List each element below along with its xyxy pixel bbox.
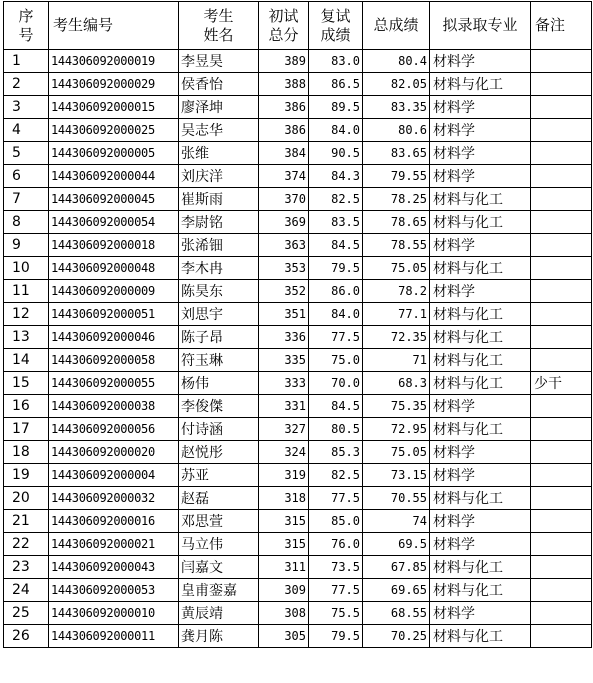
- cell-index: 4: [4, 119, 49, 142]
- cell-remark: [531, 579, 592, 602]
- cell-prelim: 336: [259, 326, 309, 349]
- cell-retest: 89.5: [309, 96, 363, 119]
- cell-retest: 77.5: [309, 579, 363, 602]
- cell-prelim: 386: [259, 119, 309, 142]
- cell-retest: 76.0: [309, 533, 363, 556]
- cell-prelim: 370: [259, 188, 309, 211]
- cell-prelim: 351: [259, 303, 309, 326]
- table-header: [4, 2, 592, 50]
- cell-remark: [531, 257, 592, 280]
- cell-name: 张维: [179, 142, 259, 165]
- cell-exam-id: 144306092000043: [49, 556, 179, 579]
- cell-remark: [531, 464, 592, 487]
- cell-exam-id: 144306092000025: [49, 119, 179, 142]
- cell-total: 79.55: [363, 165, 430, 188]
- cell-major: 材料与化工: [430, 625, 531, 648]
- table-row: [4, 464, 592, 487]
- cell-index: 1: [4, 50, 49, 73]
- cell-remark: [531, 165, 592, 188]
- cell-name: 李昱昊: [179, 50, 259, 73]
- cell-major: 材料与化工: [430, 556, 531, 579]
- cell-remark: [531, 234, 592, 257]
- cell-major: 材料与化工: [430, 73, 531, 96]
- cell-name: 廖泽坤: [179, 96, 259, 119]
- cell-remark: [531, 441, 592, 464]
- cell-retest: 85.3: [309, 441, 363, 464]
- cell-name: 李尉铭: [179, 211, 259, 234]
- cell-index: 23: [4, 556, 49, 579]
- cell-prelim: 327: [259, 418, 309, 441]
- cell-major: 材料与化工: [430, 487, 531, 510]
- table-row: [4, 119, 592, 142]
- cell-exam-id: 144306092000051: [49, 303, 179, 326]
- cell-total: 71: [363, 349, 430, 372]
- cell-exam-id: 144306092000005: [49, 142, 179, 165]
- table-row: [4, 280, 592, 303]
- cell-exam-id: 144306092000021: [49, 533, 179, 556]
- cell-remark: [531, 188, 592, 211]
- cell-total: 72.35: [363, 326, 430, 349]
- cell-exam-id: 144306092000056: [49, 418, 179, 441]
- cell-major: 材料学: [430, 50, 531, 73]
- cell-index: 22: [4, 533, 49, 556]
- cell-total: 78.65: [363, 211, 430, 234]
- cell-remark: [531, 50, 592, 73]
- cell-major: 材料学: [430, 510, 531, 533]
- table-row: [4, 487, 592, 510]
- cell-index: 2: [4, 73, 49, 96]
- cell-exam-id: 144306092000032: [49, 487, 179, 510]
- table-row: [4, 50, 592, 73]
- cell-total: 68.55: [363, 602, 430, 625]
- cell-name: 刘思宇: [179, 303, 259, 326]
- header-index: 序号: [4, 2, 49, 50]
- cell-name: 杨伟: [179, 372, 259, 395]
- cell-remark: [531, 487, 592, 510]
- cell-name: 陈子昂: [179, 326, 259, 349]
- cell-name: 皇甫銮嘉: [179, 579, 259, 602]
- cell-retest: 82.5: [309, 464, 363, 487]
- cell-prelim: 311: [259, 556, 309, 579]
- cell-name: 吴志华: [179, 119, 259, 142]
- table-row: [4, 602, 592, 625]
- cell-retest: 77.5: [309, 326, 363, 349]
- cell-prelim: 309: [259, 579, 309, 602]
- cell-exam-id: 144306092000004: [49, 464, 179, 487]
- table-row: [4, 533, 592, 556]
- header-exam-id: 考生编号: [49, 2, 179, 50]
- cell-retest: 83.0: [309, 50, 363, 73]
- cell-total: 69.65: [363, 579, 430, 602]
- cell-total: 77.1: [363, 303, 430, 326]
- cell-index: 20: [4, 487, 49, 510]
- cell-total: 75.05: [363, 257, 430, 280]
- cell-total: 73.15: [363, 464, 430, 487]
- cell-name: 刘庆洋: [179, 165, 259, 188]
- table-row: [4, 395, 592, 418]
- cell-major: 材料与化工: [430, 579, 531, 602]
- table-row: [4, 372, 592, 395]
- cell-total: 78.2: [363, 280, 430, 303]
- cell-exam-id: 144306092000018: [49, 234, 179, 257]
- cell-index: 13: [4, 326, 49, 349]
- cell-total: 82.05: [363, 73, 430, 96]
- cell-prelim: 319: [259, 464, 309, 487]
- cell-remark: [531, 395, 592, 418]
- table-row: [4, 165, 592, 188]
- table-row: [4, 579, 592, 602]
- cell-major: 材料学: [430, 234, 531, 257]
- cell-prelim: 386: [259, 96, 309, 119]
- cell-exam-id: 144306092000044: [49, 165, 179, 188]
- cell-name: 邓思萱: [179, 510, 259, 533]
- cell-remark: [531, 602, 592, 625]
- cell-remark: [531, 119, 592, 142]
- cell-total: 69.5: [363, 533, 430, 556]
- cell-exam-id: 144306092000054: [49, 211, 179, 234]
- cell-index: 18: [4, 441, 49, 464]
- cell-remark: [531, 211, 592, 234]
- table-row: [4, 73, 592, 96]
- cell-index: 3: [4, 96, 49, 119]
- cell-remark: [531, 556, 592, 579]
- cell-retest: 85.0: [309, 510, 363, 533]
- cell-exam-id: 144306092000016: [49, 510, 179, 533]
- cell-major: 材料学: [430, 165, 531, 188]
- cell-exam-id: 144306092000046: [49, 326, 179, 349]
- cell-total: 78.25: [363, 188, 430, 211]
- cell-index: 6: [4, 165, 49, 188]
- cell-index: 25: [4, 602, 49, 625]
- cell-name: 侯香怡: [179, 73, 259, 96]
- cell-major: 材料学: [430, 602, 531, 625]
- cell-major: 材料学: [430, 142, 531, 165]
- cell-exam-id: 144306092000045: [49, 188, 179, 211]
- cell-remark: [531, 625, 592, 648]
- table-row: [4, 142, 592, 165]
- cell-exam-id: 144306092000029: [49, 73, 179, 96]
- cell-prelim: 384: [259, 142, 309, 165]
- cell-index: 16: [4, 395, 49, 418]
- cell-retest: 86.0: [309, 280, 363, 303]
- cell-retest: 84.0: [309, 303, 363, 326]
- cell-total: 75.35: [363, 395, 430, 418]
- cell-retest: 84.3: [309, 165, 363, 188]
- cell-prelim: 352: [259, 280, 309, 303]
- table-row: [4, 349, 592, 372]
- cell-prelim: 353: [259, 257, 309, 280]
- table-row: [4, 625, 592, 648]
- cell-retest: 90.5: [309, 142, 363, 165]
- cell-prelim: 335: [259, 349, 309, 372]
- cell-major: 材料学: [430, 96, 531, 119]
- cell-total: 83.35: [363, 96, 430, 119]
- cell-exam-id: 144306092000055: [49, 372, 179, 395]
- cell-remark: 少干: [531, 372, 592, 395]
- cell-major: 材料学: [430, 395, 531, 418]
- cell-major: 材料与化工: [430, 372, 531, 395]
- header-total: 总成绩: [363, 2, 430, 50]
- cell-name: 陈昊东: [179, 280, 259, 303]
- cell-exam-id: 144306092000048: [49, 257, 179, 280]
- cell-prelim: 363: [259, 234, 309, 257]
- table-row: [4, 510, 592, 533]
- cell-remark: [531, 349, 592, 372]
- header-major: 拟录取专业: [430, 2, 531, 50]
- cell-prelim: 324: [259, 441, 309, 464]
- cell-major: 材料学: [430, 441, 531, 464]
- cell-prelim: 369: [259, 211, 309, 234]
- cell-prelim: 308: [259, 602, 309, 625]
- cell-index: 26: [4, 625, 49, 648]
- cell-total: 70.25: [363, 625, 430, 648]
- cell-name: 崔斯雨: [179, 188, 259, 211]
- cell-prelim: 305: [259, 625, 309, 648]
- cell-remark: [531, 303, 592, 326]
- cell-index: 8: [4, 211, 49, 234]
- cell-retest: 80.5: [309, 418, 363, 441]
- cell-index: 10: [4, 257, 49, 280]
- cell-major: 材料与化工: [430, 257, 531, 280]
- cell-total: 74: [363, 510, 430, 533]
- header-row: [4, 2, 592, 50]
- cell-prelim: 333: [259, 372, 309, 395]
- cell-index: 21: [4, 510, 49, 533]
- cell-major: 材料与化工: [430, 188, 531, 211]
- cell-remark: [531, 280, 592, 303]
- cell-name: 闫嘉文: [179, 556, 259, 579]
- cell-exam-id: 144306092000015: [49, 96, 179, 119]
- table-row: [4, 211, 592, 234]
- cell-exam-id: 144306092000010: [49, 602, 179, 625]
- cell-name: 付诗涵: [179, 418, 259, 441]
- cell-index: 19: [4, 464, 49, 487]
- cell-index: 14: [4, 349, 49, 372]
- cell-name: 李木冉: [179, 257, 259, 280]
- cell-name: 苏亚: [179, 464, 259, 487]
- cell-total: 72.95: [363, 418, 430, 441]
- cell-name: 李俊傑: [179, 395, 259, 418]
- cell-remark: [531, 510, 592, 533]
- cell-prelim: 315: [259, 533, 309, 556]
- cell-name: 黄辰靖: [179, 602, 259, 625]
- table-row: [4, 303, 592, 326]
- table-body: [4, 50, 592, 648]
- cell-major: 材料学: [430, 280, 531, 303]
- cell-major: 材料与化工: [430, 418, 531, 441]
- cell-prelim: 389: [259, 50, 309, 73]
- cell-prelim: 388: [259, 73, 309, 96]
- cell-name: 张浠钿: [179, 234, 259, 257]
- cell-retest: 70.0: [309, 372, 363, 395]
- cell-exam-id: 144306092000053: [49, 579, 179, 602]
- cell-major: 材料与化工: [430, 303, 531, 326]
- cell-retest: 86.5: [309, 73, 363, 96]
- cell-retest: 77.5: [309, 487, 363, 510]
- cell-major: 材料与化工: [430, 349, 531, 372]
- cell-index: 15: [4, 372, 49, 395]
- table-row: [4, 257, 592, 280]
- cell-index: 17: [4, 418, 49, 441]
- cell-index: 9: [4, 234, 49, 257]
- cell-retest: 79.5: [309, 625, 363, 648]
- header-remark: 备注: [531, 2, 592, 50]
- cell-total: 68.3: [363, 372, 430, 395]
- cell-name: 龚月陈: [179, 625, 259, 648]
- cell-name: 马立伟: [179, 533, 259, 556]
- cell-index: 5: [4, 142, 49, 165]
- cell-exam-id: 144306092000011: [49, 625, 179, 648]
- cell-index: 11: [4, 280, 49, 303]
- cell-total: 78.55: [363, 234, 430, 257]
- cell-total: 80.4: [363, 50, 430, 73]
- cell-remark: [531, 418, 592, 441]
- cell-exam-id: 144306092000019: [49, 50, 179, 73]
- table-row: [4, 556, 592, 579]
- cell-retest: 84.0: [309, 119, 363, 142]
- cell-exam-id: 144306092000058: [49, 349, 179, 372]
- cell-total: 75.05: [363, 441, 430, 464]
- cell-prelim: 374: [259, 165, 309, 188]
- cell-total: 67.85: [363, 556, 430, 579]
- cell-remark: [531, 73, 592, 96]
- cell-index: 12: [4, 303, 49, 326]
- cell-retest: 84.5: [309, 234, 363, 257]
- cell-exam-id: 144306092000009: [49, 280, 179, 303]
- cell-name: 赵磊: [179, 487, 259, 510]
- cell-prelim: 318: [259, 487, 309, 510]
- cell-major: 材料学: [430, 464, 531, 487]
- cell-major: 材料与化工: [430, 211, 531, 234]
- cell-name: 赵悦彤: [179, 441, 259, 464]
- header-name: 考生姓名: [179, 2, 259, 50]
- cell-prelim: 331: [259, 395, 309, 418]
- header-retest: 复试成绩: [309, 2, 363, 50]
- cell-total: 80.6: [363, 119, 430, 142]
- cell-retest: 83.5: [309, 211, 363, 234]
- table-row: [4, 96, 592, 119]
- cell-name: 符玉琳: [179, 349, 259, 372]
- cell-retest: 75.0: [309, 349, 363, 372]
- header-prelim: 初试总分: [259, 2, 309, 50]
- table-row: [4, 418, 592, 441]
- cell-retest: 73.5: [309, 556, 363, 579]
- cell-major: 材料学: [430, 533, 531, 556]
- cell-index: 7: [4, 188, 49, 211]
- cell-remark: [531, 96, 592, 119]
- cell-remark: [531, 533, 592, 556]
- table-row: [4, 441, 592, 464]
- cell-retest: 75.5: [309, 602, 363, 625]
- cell-total: 70.55: [363, 487, 430, 510]
- cell-total: 83.65: [363, 142, 430, 165]
- table-row: [4, 326, 592, 349]
- cell-retest: 82.5: [309, 188, 363, 211]
- admission-table: [3, 1, 592, 648]
- cell-exam-id: 144306092000020: [49, 441, 179, 464]
- cell-major: 材料学: [430, 119, 531, 142]
- cell-remark: [531, 326, 592, 349]
- cell-retest: 79.5: [309, 257, 363, 280]
- cell-exam-id: 144306092000038: [49, 395, 179, 418]
- cell-remark: [531, 142, 592, 165]
- table-row: [4, 234, 592, 257]
- cell-prelim: 315: [259, 510, 309, 533]
- cell-retest: 84.5: [309, 395, 363, 418]
- cell-major: 材料与化工: [430, 326, 531, 349]
- cell-index: 24: [4, 579, 49, 602]
- table-row: [4, 188, 592, 211]
